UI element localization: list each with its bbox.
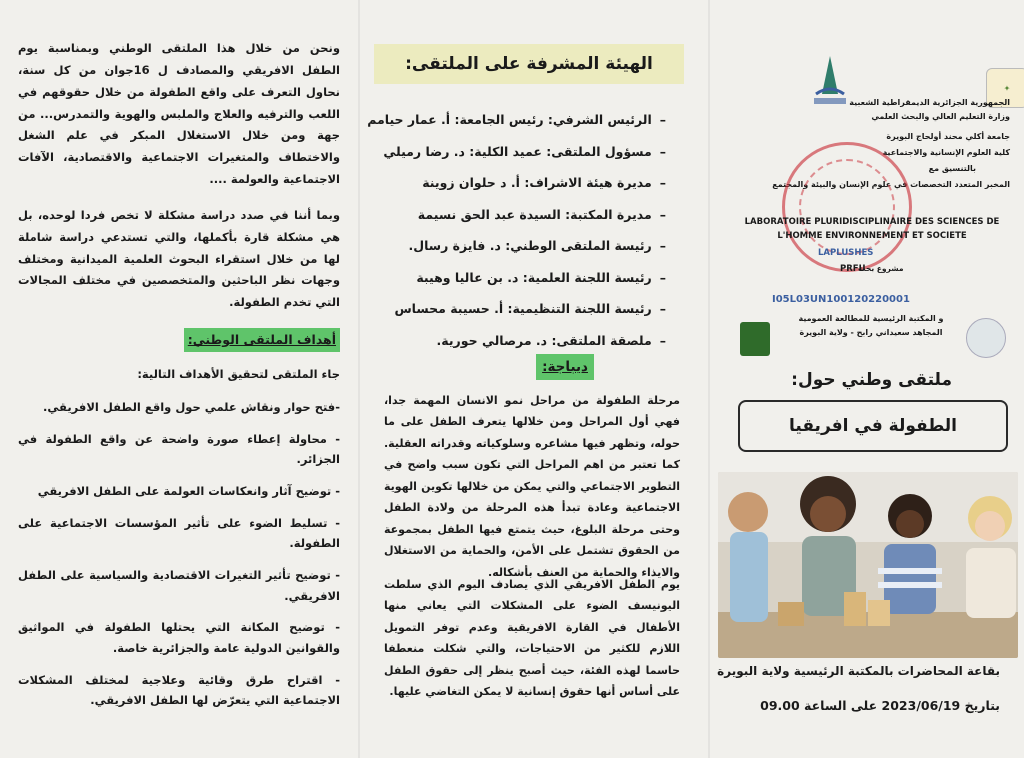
library-logo-icon [740, 322, 770, 356]
lab-abbreviation: LAPLUSHES [818, 248, 874, 258]
lab-project-label: مشروع بحث [858, 264, 904, 273]
board-member: – الرئيس الشرفي: رئيس الجامعة: أ. عمار حيامم [386, 104, 666, 136]
goal-item: - محاولة إعطاء صورة واضحة عن واقع الطفولة في الجزائر. [18, 431, 340, 467]
fold-line-right [708, 0, 710, 758]
topic-box: الطفولة في افريقيا [738, 400, 1008, 452]
project-code: I05L03UN100120220001 [772, 294, 910, 305]
fold-line-left [358, 0, 360, 758]
lab-prfu: PRFU [840, 264, 866, 274]
board-title: الهيئة المشرفة على الملتقى: [374, 44, 684, 84]
left-intro-paragraph-2: وبما أننا في صدد دراسة مشكلة لا تخص فردا لوحده، بل هي مشكلة قارة بأكملها، والتي تستدعي دراسة شاملة لها من خلال استقراء البحوث العلمية الميدانية ومختلف وجهات نظر الباحثين والمتخصصين في مختلف المجالات التي تخدم الطفولة. [18, 207, 340, 310]
goals-heading: أهداف الملتقى الوطني: [184, 328, 340, 352]
library-text [786, 312, 956, 340]
left-panel [10, 0, 350, 758]
library-line: و المكتبة الرئيسية للمطالعة العمومية [798, 314, 944, 323]
board-member: – مديرة هيئة الاشراف: أ. د حلوان زوينة [386, 167, 666, 199]
goal-item: - توضيح آثار وانعكاسات العولمة على الطفل الافريقي [37, 483, 340, 498]
goal-item: - توضيح المكانة التي يحتلها الطفولة في المواثيق والقوانين الدولية عامة والجزائرية خاصة. [18, 620, 340, 655]
intro-heading: ديباجة: [536, 354, 594, 380]
board-member: – رئيسة اللجنة العلمية: د. بن عاليا وهيبة [386, 262, 666, 294]
board-member: – رئيسة الملتقى الوطني: د. فايزة رسال. [386, 230, 666, 262]
board-member: – مديرة المكتبة: السيدة عبد الحق نسيمة [386, 199, 666, 231]
goal-item: -فتح حوار ونقاش علمي حول واقع الطفل الافريقي. [43, 399, 340, 414]
board-member: – مسؤول الملتقى: عميد الكلية: د. رضا رميلي [386, 136, 666, 168]
board-member: – رئيسة اللجنة التنظيمية: أ. حسيبة محساس [386, 293, 666, 325]
forum-heading: ملتقى وطني حول: [791, 370, 952, 390]
ministry-line: المخبر المتعدد التخصصات في علوم الإنسان والبيئة والمجتمع [772, 180, 1010, 189]
board-member: – ملصقة الملتقى: د. مرصالي حورية. [386, 325, 666, 357]
goals-intro: جاء الملتقى لتحقيق الأهداف التالية: [137, 366, 340, 381]
intro-paragraph-2: يوم الطفل الافريقي الذي يصادف اليوم الذي سلطت اليونيسف الضوء على المشكلات التي يعاني منها الأطفال في القارة الافريقية وعدم توفر التمويل اللازم للكثير من الاحتياجات، والتي شكلت منعطفا حاسما لهذه الفئة، حيث أصبح ينظر إلى حقوق الطفل على أساس أنها حقوق إنسانية لا يمكن التغاضي عليها. [384, 578, 680, 699]
left-intro-paragraph-1: ونحن من خلال هذا الملتقى الوطني وبمناسبة يوم الطفل الافريقي والمصادف ل 16جوان من كل سنة، نحاول التعرف على واقع الطفولة من خلال حقوقهم في اللعب والترفيه والعلاج والملبس والهوية والتمدرس... من جهة ومن خلال الاستغلال المبكر في علم الشغل والاختطاف والمتغيرات الاجتماعية والاقتصادية، الآفات الاجتماعية والعولمة .... [18, 41, 340, 187]
ministry-line: بالتنسيق مع [928, 164, 976, 173]
board-list [367, 104, 666, 356]
goal-item: - توضيح تأثير التغيرات الاقتصادية والسياسية على الطفل الافريقي. [18, 567, 340, 603]
ministry-line: كلية العلوم الإنسانية والاجتماعية [882, 148, 1010, 157]
header-block [716, 50, 1016, 320]
intro-paragraph-1: مرحلة الطفولة من مراحل نمو الانسان المهمة جدا، فهي أول المراحل ومن خلالها يتعرف الطفل على ما حوله، وتظهر فيها مشاعره وسلوكياته وقدراته العقلية. كما تعتبر من اهم المراحل التي تكون سبب واضح في التطوير الاجتماعي والتي يمكن من خلالها تكوين الهوية الاجتماعية وعادة تبدأ هذه المرحلة من ولادة الطفل وحتى مرحلة البلوغ، حيث يتمتع فيها الطفل بمجموعة من الحقوق تشتمل على الأمن، والحماية من الاستغلال والايذاء والحماية من العنف بأشكاله. [384, 394, 680, 579]
lab-name-fr: LABORATOIRE PLURIDISCIPLINAIRE DES SCIENCES DE L'HOMME ENVIRONNEMENT ET SOCIETE [744, 217, 1000, 241]
children-photo [718, 472, 1018, 658]
ministry-line: وزارة التعليم العالي والبحث العلمي [871, 112, 1010, 121]
middle-panel [367, 0, 702, 758]
date-time-text: بتاريخ 2023/06/19 على الساعة 09.00 [760, 698, 1000, 713]
ministry-line: جامعة أكلي محند أولحاج البويرة [886, 132, 1010, 141]
ministry-line: الجمهورية الجزائرية الديمقراطية الشعبية [849, 98, 1010, 107]
university-logo-icon [810, 54, 850, 108]
library-seal-icon [966, 318, 1006, 358]
goal-item: - تسليط الضوء على تأثير المؤسسات الاجتماعية على الطفولة. [18, 515, 340, 551]
goal-item: - اقتراح طرق وقائية وعلاجية لمختلف المشكلات الاجتماعية التي يتعرّض لها الطفل الافريقي. [18, 672, 340, 708]
venue-text: بقاعة المحاضرات بالمكتبة الرئيسية ولاية البويرة [717, 664, 1000, 678]
library-line: المجاهد سعيداني رابح - ولاية البويرة [799, 328, 943, 337]
faculty-logo-icon: ✦ [986, 68, 1024, 108]
right-panel [716, 0, 1024, 758]
